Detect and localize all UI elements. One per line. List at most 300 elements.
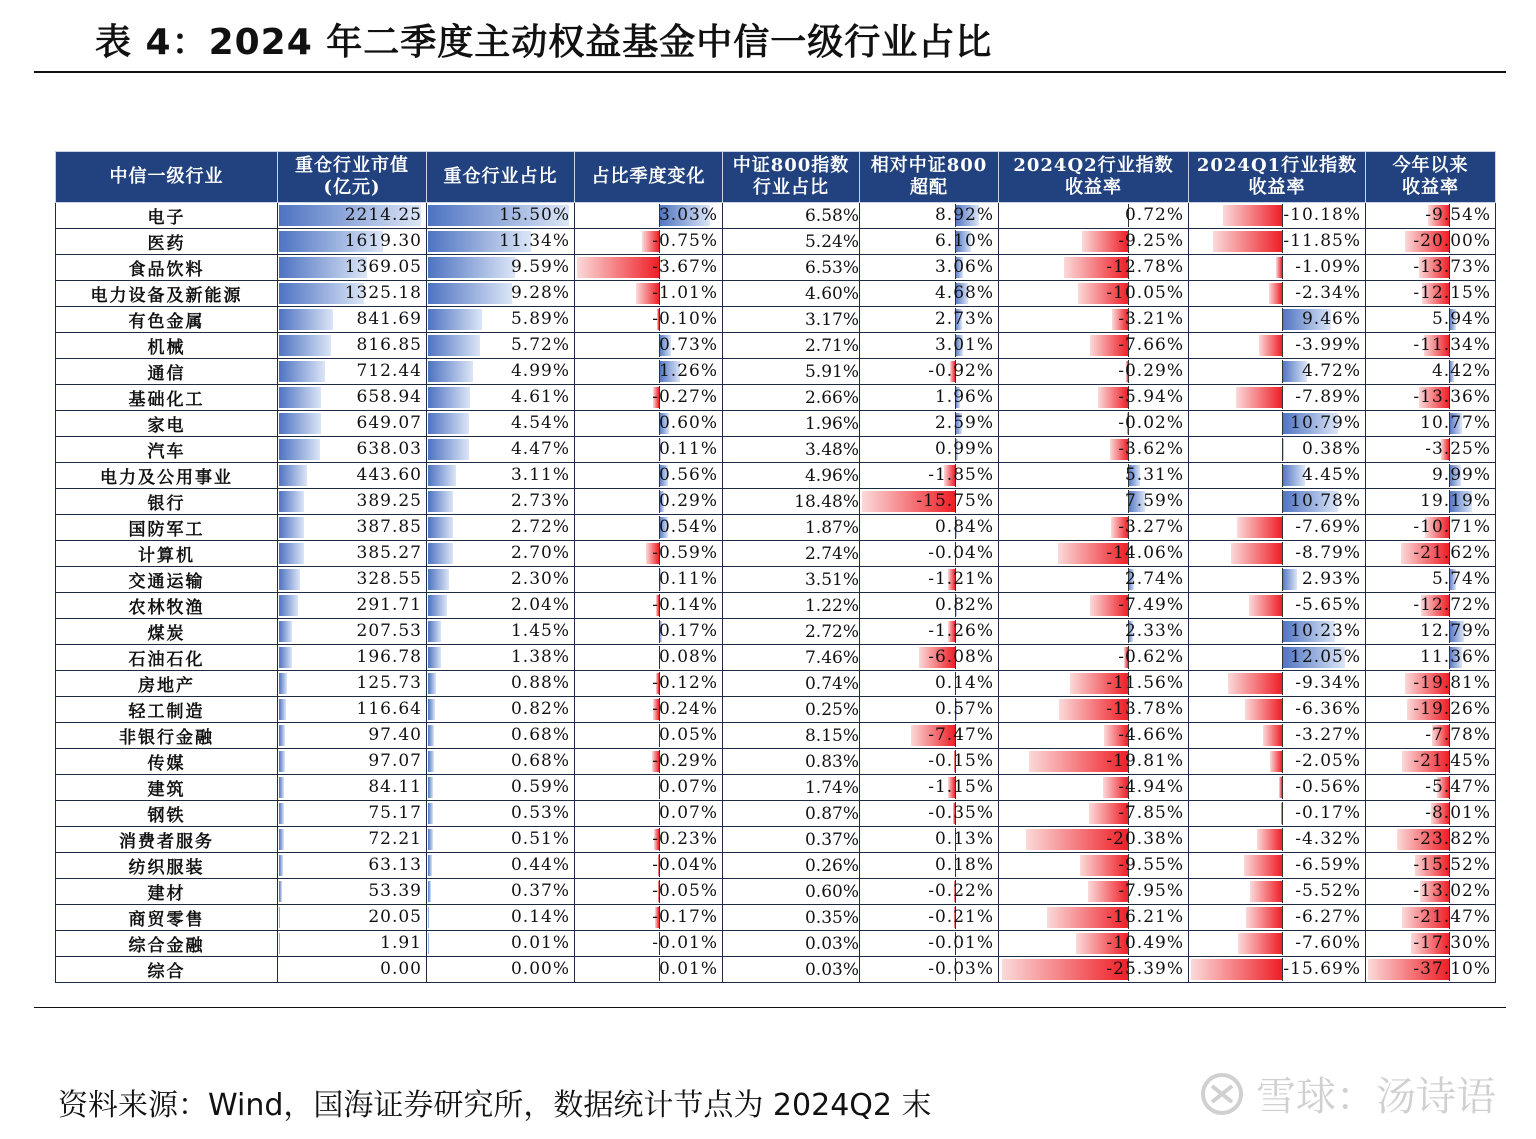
data-bar xyxy=(1259,335,1282,356)
cell-value: -14.06% xyxy=(1106,543,1184,563)
cell-q1-return xyxy=(1189,775,1366,801)
cell-name: 传媒 xyxy=(56,749,278,775)
cell-overweight xyxy=(860,515,999,541)
cell-value: 2214.25 xyxy=(344,205,422,225)
cell-value: 291.71 xyxy=(356,595,422,615)
cell-value: -2.34% xyxy=(1295,283,1361,303)
cell-value: -0.35% xyxy=(928,803,994,823)
cell-value: -25.39% xyxy=(1106,959,1184,979)
cell-value: -20.38% xyxy=(1106,829,1184,849)
cell-value: -15.69% xyxy=(1283,959,1361,979)
table-row xyxy=(56,541,1496,567)
cell-value: 5.94% xyxy=(1431,309,1491,329)
cell-value: -0.17% xyxy=(652,907,718,927)
cell-value: 84.11 xyxy=(368,777,422,797)
cell-value: -1.01% xyxy=(652,283,718,303)
cell-value: -9.55% xyxy=(1118,855,1184,875)
cell-market-value xyxy=(278,593,427,619)
data-bar xyxy=(428,621,441,642)
data-bar xyxy=(279,855,283,876)
data-bar xyxy=(428,595,447,616)
cell-value: -0.02% xyxy=(1118,413,1184,433)
cell-value: 97.07 xyxy=(368,751,422,771)
zero-axis xyxy=(1282,438,1283,461)
cell-q2-return xyxy=(999,853,1189,879)
cell-csi800-weight: 0.03% xyxy=(723,931,860,957)
cell-weight-change xyxy=(575,957,723,983)
table-row xyxy=(56,619,1496,645)
cell-q2-return xyxy=(999,801,1189,827)
zero-axis xyxy=(1282,464,1283,487)
cell-weight xyxy=(427,203,575,229)
bottom-rule xyxy=(34,1007,1506,1008)
data-bar xyxy=(279,309,333,330)
cell-name: 有色金属 xyxy=(56,307,278,333)
zero-axis xyxy=(1282,516,1283,539)
table-row xyxy=(56,437,1496,463)
cell-q2-return xyxy=(999,281,1189,307)
cell-value: -8.01% xyxy=(1425,803,1491,823)
cell-value: -3.27% xyxy=(1295,725,1361,745)
data-bar xyxy=(279,881,282,902)
cell-value: -0.56% xyxy=(1295,777,1361,797)
cell-value: 389.25 xyxy=(356,491,422,511)
cell-value: -3.27% xyxy=(1118,517,1184,537)
cell-overweight xyxy=(860,307,999,333)
cell-name: 通信 xyxy=(56,359,278,385)
cell-ytd-return xyxy=(1366,333,1496,359)
data-bar xyxy=(279,439,320,460)
data-bar xyxy=(428,413,469,434)
cell-ytd-return xyxy=(1366,385,1496,411)
cell-value: 0.05% xyxy=(658,725,718,745)
cell-q1-return xyxy=(1189,515,1366,541)
cell-value: 1.26% xyxy=(658,361,718,381)
cell-value: -6.08% xyxy=(928,647,994,667)
cell-q1-return xyxy=(1189,437,1366,463)
cell-value: -0.23% xyxy=(652,829,718,849)
cell-value: 385.27 xyxy=(356,543,422,563)
cell-market-value xyxy=(278,619,427,645)
cell-name: 建材 xyxy=(56,879,278,905)
cell-q1-return xyxy=(1189,619,1366,645)
cell-weight xyxy=(427,307,575,333)
cell-value: -0.05% xyxy=(652,881,718,901)
cell-q2-return xyxy=(999,437,1189,463)
cell-value: 4.72% xyxy=(1301,361,1361,381)
cell-name: 交通运输 xyxy=(56,567,278,593)
cell-value: 0.14% xyxy=(934,673,994,693)
cell-weight-change xyxy=(575,255,723,281)
cell-weight xyxy=(427,645,575,671)
cell-weight-change xyxy=(575,931,723,957)
cell-value: -1.09% xyxy=(1295,257,1361,277)
data-bar xyxy=(428,855,432,876)
table-row xyxy=(56,385,1496,411)
cell-value: -9.34% xyxy=(1295,673,1361,693)
cell-q2-return xyxy=(999,489,1189,515)
cell-value: -8.79% xyxy=(1295,543,1361,563)
cell-value: -13.02% xyxy=(1413,881,1491,901)
cell-overweight xyxy=(860,203,999,229)
cell-overweight xyxy=(860,333,999,359)
cell-value: -10.49% xyxy=(1106,933,1184,953)
cell-ytd-return xyxy=(1366,619,1496,645)
cell-value: 2.04% xyxy=(510,595,570,615)
cell-weight-change xyxy=(575,541,723,567)
cell-csi800-weight: 0.26% xyxy=(723,853,860,879)
cell-overweight xyxy=(860,645,999,671)
cell-csi800-weight: 0.37% xyxy=(723,827,860,853)
table-body xyxy=(56,203,1496,983)
cell-q1-return xyxy=(1189,359,1366,385)
cell-overweight xyxy=(860,489,999,515)
cell-market-value xyxy=(278,385,427,411)
cell-csi800-weight: 0.74% xyxy=(723,671,860,697)
cell-weight xyxy=(427,619,575,645)
zero-axis xyxy=(1282,698,1283,721)
zero-axis xyxy=(1282,490,1283,513)
cell-value: -16.21% xyxy=(1106,907,1184,927)
data-bar xyxy=(279,595,298,616)
cell-value: 12.79% xyxy=(1420,621,1491,641)
cell-csi800-weight: 1.96% xyxy=(723,411,860,437)
table-row xyxy=(56,775,1496,801)
cell-value: 0.01% xyxy=(658,959,718,979)
cell-csi800-weight: 2.71% xyxy=(723,333,860,359)
cell-value: 4.61% xyxy=(510,387,570,407)
data-bar xyxy=(279,413,321,434)
cell-market-value xyxy=(278,307,427,333)
cell-market-value xyxy=(278,853,427,879)
data-bar xyxy=(279,829,284,850)
zero-axis xyxy=(1282,776,1283,799)
cell-weight-change xyxy=(575,801,723,827)
table-row xyxy=(56,281,1496,307)
cell-weight-change xyxy=(575,463,723,489)
zero-axis xyxy=(1282,594,1283,617)
col-header: 相对中证800 超配 xyxy=(860,152,999,203)
data-bar xyxy=(428,335,480,356)
cell-q2-return xyxy=(999,203,1189,229)
data-bar xyxy=(1250,881,1282,902)
cell-value: -7.49% xyxy=(1118,595,1184,615)
cell-value: 2.93% xyxy=(1301,569,1361,589)
cell-overweight xyxy=(860,437,999,463)
cell-value: 0.11% xyxy=(658,439,718,459)
cell-csi800-weight: 2.72% xyxy=(723,619,860,645)
zero-axis xyxy=(1282,646,1283,669)
table-row xyxy=(56,255,1496,281)
cell-value: 4.45% xyxy=(1301,465,1361,485)
data-bar xyxy=(279,725,285,746)
table-row xyxy=(56,463,1496,489)
cell-value: 2.59% xyxy=(934,413,994,433)
cell-market-value xyxy=(278,905,427,931)
cell-value: 10.78% xyxy=(1290,491,1361,511)
cell-ytd-return xyxy=(1366,775,1496,801)
cell-q2-return xyxy=(999,593,1189,619)
cell-value: 4.42% xyxy=(1431,361,1491,381)
cell-market-value xyxy=(278,359,427,385)
cell-value: 658.94 xyxy=(356,387,422,407)
cell-value: 1369.05 xyxy=(344,257,422,277)
cell-q2-return xyxy=(999,307,1189,333)
data-bar xyxy=(279,907,280,928)
cell-q1-return xyxy=(1189,333,1366,359)
cell-overweight xyxy=(860,411,999,437)
cell-value: 2.70% xyxy=(510,543,570,563)
cell-ytd-return xyxy=(1366,879,1496,905)
cell-market-value xyxy=(278,515,427,541)
cell-value: 0.68% xyxy=(510,751,570,771)
cell-q2-return xyxy=(999,723,1189,749)
cell-value: 0.00% xyxy=(510,959,570,979)
cell-name: 综合金融 xyxy=(56,931,278,957)
watermark-text: 雪球：汤诗语 xyxy=(1256,1074,1496,1120)
cell-name: 纺织服装 xyxy=(56,853,278,879)
header-row xyxy=(56,152,1496,203)
table-row xyxy=(56,333,1496,359)
data-bar xyxy=(1244,855,1282,876)
cell-weight-change xyxy=(575,307,723,333)
data-bar xyxy=(428,465,456,486)
cell-value: 0.72% xyxy=(1124,205,1184,225)
data-bar xyxy=(428,803,433,824)
cell-q1-return xyxy=(1189,697,1366,723)
table-row xyxy=(56,489,1496,515)
cell-csi800-weight: 0.87% xyxy=(723,801,860,827)
cell-value: -13.36% xyxy=(1413,387,1491,407)
cell-ytd-return xyxy=(1366,645,1496,671)
cell-value: -10.05% xyxy=(1106,283,1184,303)
cell-weight xyxy=(427,333,575,359)
cell-value: -0.03% xyxy=(928,959,994,979)
cell-value: -0.01% xyxy=(652,933,718,953)
cell-ytd-return xyxy=(1366,723,1496,749)
cell-overweight xyxy=(860,385,999,411)
cell-csi800-weight: 0.83% xyxy=(723,749,860,775)
data-bar xyxy=(428,491,453,512)
cell-name: 农林牧渔 xyxy=(56,593,278,619)
cell-market-value xyxy=(278,333,427,359)
cell-overweight xyxy=(860,567,999,593)
data-bar xyxy=(279,543,304,564)
cell-name: 家电 xyxy=(56,411,278,437)
data-bar xyxy=(1228,673,1282,694)
cell-name: 计算机 xyxy=(56,541,278,567)
cell-value: 2.73% xyxy=(510,491,570,511)
cell-value: 0.88% xyxy=(510,673,570,693)
cell-value: 0.53% xyxy=(510,803,570,823)
cell-value: -6.36% xyxy=(1295,699,1361,719)
cell-weight xyxy=(427,359,575,385)
cell-value: 816.85 xyxy=(356,335,422,355)
cell-overweight xyxy=(860,957,999,983)
cell-value: 4.68% xyxy=(934,283,994,303)
cell-csi800-weight: 2.74% xyxy=(723,541,860,567)
cell-market-value xyxy=(278,931,427,957)
cell-weight xyxy=(427,671,575,697)
cell-weight-change xyxy=(575,489,723,515)
cell-ytd-return xyxy=(1366,515,1496,541)
col-header: 占比季度变化 xyxy=(575,152,723,203)
cell-csi800-weight: 5.24% xyxy=(723,229,860,255)
cell-q2-return xyxy=(999,463,1189,489)
cell-q1-return xyxy=(1189,593,1366,619)
cell-value: -6.59% xyxy=(1295,855,1361,875)
cell-value: 0.08% xyxy=(658,647,718,667)
data-bar xyxy=(1245,699,1282,720)
cell-value: 10.77% xyxy=(1420,413,1491,433)
data-bar xyxy=(1263,725,1282,746)
cell-q1-return xyxy=(1189,645,1366,671)
cell-name: 石油石化 xyxy=(56,645,278,671)
table-row xyxy=(56,411,1496,437)
cell-value: -0.75% xyxy=(652,231,718,251)
col-header: 今年以来 收益率 xyxy=(1366,152,1496,203)
cell-weight xyxy=(427,775,575,801)
cell-overweight xyxy=(860,723,999,749)
cell-ytd-return xyxy=(1366,229,1496,255)
cell-q2-return xyxy=(999,645,1189,671)
cell-name: 基础化工 xyxy=(56,385,278,411)
col-header: 2024Q2行业指数 收益率 xyxy=(999,152,1189,203)
cell-q2-return xyxy=(999,255,1189,281)
data-bar xyxy=(279,647,292,668)
cell-value: 63.13 xyxy=(368,855,422,875)
data-bar xyxy=(428,907,429,928)
cell-value: 0.07% xyxy=(658,777,718,797)
cell-value: 0.54% xyxy=(658,517,718,537)
cell-value: 0.07% xyxy=(658,803,718,823)
cell-market-value xyxy=(278,541,427,567)
cell-q1-return xyxy=(1189,905,1366,931)
cell-weight-change xyxy=(575,853,723,879)
cell-overweight xyxy=(860,879,999,905)
cell-q2-return xyxy=(999,333,1189,359)
cell-name: 非银行金融 xyxy=(56,723,278,749)
cell-value: -4.32% xyxy=(1295,829,1361,849)
data-bar xyxy=(279,699,286,720)
cell-q1-return xyxy=(1189,229,1366,255)
cell-weight-change xyxy=(575,775,723,801)
cell-value: -4.94% xyxy=(1118,777,1184,797)
table-row xyxy=(56,203,1496,229)
cell-name: 电子 xyxy=(56,203,278,229)
cell-overweight xyxy=(860,229,999,255)
cell-value: -11.85% xyxy=(1283,231,1361,251)
cell-value: 0.68% xyxy=(510,725,570,745)
cell-value: -9.54% xyxy=(1425,205,1491,225)
table-row xyxy=(56,307,1496,333)
cell-q1-return xyxy=(1189,385,1366,411)
cell-q1-return xyxy=(1189,931,1366,957)
cell-value: -12.15% xyxy=(1413,283,1491,303)
cell-value: -21.62% xyxy=(1413,543,1491,563)
cell-value: 9.46% xyxy=(1301,309,1361,329)
cell-weight-change xyxy=(575,905,723,931)
cell-value: -0.92% xyxy=(928,361,994,381)
cell-value: -9.25% xyxy=(1118,231,1184,251)
cell-value: -17.30% xyxy=(1413,933,1491,953)
table-row xyxy=(56,671,1496,697)
cell-value: 9.59% xyxy=(510,257,570,277)
cell-value: -0.62% xyxy=(1118,647,1184,667)
cell-q1-return xyxy=(1189,827,1366,853)
data-bar xyxy=(279,621,292,642)
table-title: 表 4：2024 年二季度主动权益基金中信一级行业占比 xyxy=(95,22,993,63)
cell-value: 2.74% xyxy=(1124,569,1184,589)
cell-ytd-return xyxy=(1366,567,1496,593)
cell-q2-return xyxy=(999,541,1189,567)
cell-q1-return xyxy=(1189,307,1366,333)
col-header: 重仓行业占比 xyxy=(427,152,575,203)
cell-value: -15.52% xyxy=(1413,855,1491,875)
cell-overweight xyxy=(860,775,999,801)
cell-weight xyxy=(427,463,575,489)
data-bar xyxy=(428,361,473,382)
cell-value: -7.89% xyxy=(1295,387,1361,407)
table-row xyxy=(56,801,1496,827)
cell-weight xyxy=(427,879,575,905)
cell-q2-return xyxy=(999,879,1189,905)
cell-csi800-weight: 0.25% xyxy=(723,697,860,723)
data-bar xyxy=(428,439,469,460)
cell-weight-change xyxy=(575,333,723,359)
data-bar xyxy=(428,829,433,850)
data-bar xyxy=(1238,933,1282,954)
cell-value: 0.13% xyxy=(934,829,994,849)
cell-ytd-return xyxy=(1366,489,1496,515)
cell-name: 轻工制造 xyxy=(56,697,278,723)
cell-value: 2.33% xyxy=(1124,621,1184,641)
cell-csi800-weight: 0.03% xyxy=(723,957,860,983)
cell-market-value xyxy=(278,645,427,671)
cell-value: 0.59% xyxy=(510,777,570,797)
cell-market-value xyxy=(278,411,427,437)
data-bar xyxy=(428,257,515,278)
col-header: 中证800指数 行业占比 xyxy=(723,152,860,203)
cell-market-value xyxy=(278,281,427,307)
cell-ytd-return xyxy=(1366,255,1496,281)
cell-value: 0.82% xyxy=(510,699,570,719)
cell-value: -7.60% xyxy=(1295,933,1361,953)
cell-value: -19.81% xyxy=(1106,751,1184,771)
cell-value: 0.38% xyxy=(1301,439,1361,459)
data-bar xyxy=(1269,283,1283,304)
cell-weight xyxy=(427,749,575,775)
cell-weight-change xyxy=(575,281,723,307)
cell-name: 煤炭 xyxy=(56,619,278,645)
data-bar xyxy=(1257,829,1282,850)
cell-value: 6.10% xyxy=(934,231,994,251)
cell-q1-return xyxy=(1189,723,1366,749)
cell-csi800-weight: 5.91% xyxy=(723,359,860,385)
cell-q1-return xyxy=(1189,749,1366,775)
cell-value: -15.75% xyxy=(916,491,994,511)
cell-name: 食品饮料 xyxy=(56,255,278,281)
zero-axis xyxy=(1282,620,1283,643)
cell-ytd-return xyxy=(1366,931,1496,957)
cell-value: 328.55 xyxy=(356,569,422,589)
zero-axis xyxy=(1282,568,1283,591)
cell-value: 1619.30 xyxy=(344,231,422,251)
cell-value: 4.99% xyxy=(510,361,570,381)
cell-q1-return xyxy=(1189,203,1366,229)
cell-ytd-return xyxy=(1366,853,1496,879)
cell-name: 电力设备及新能源 xyxy=(56,281,278,307)
